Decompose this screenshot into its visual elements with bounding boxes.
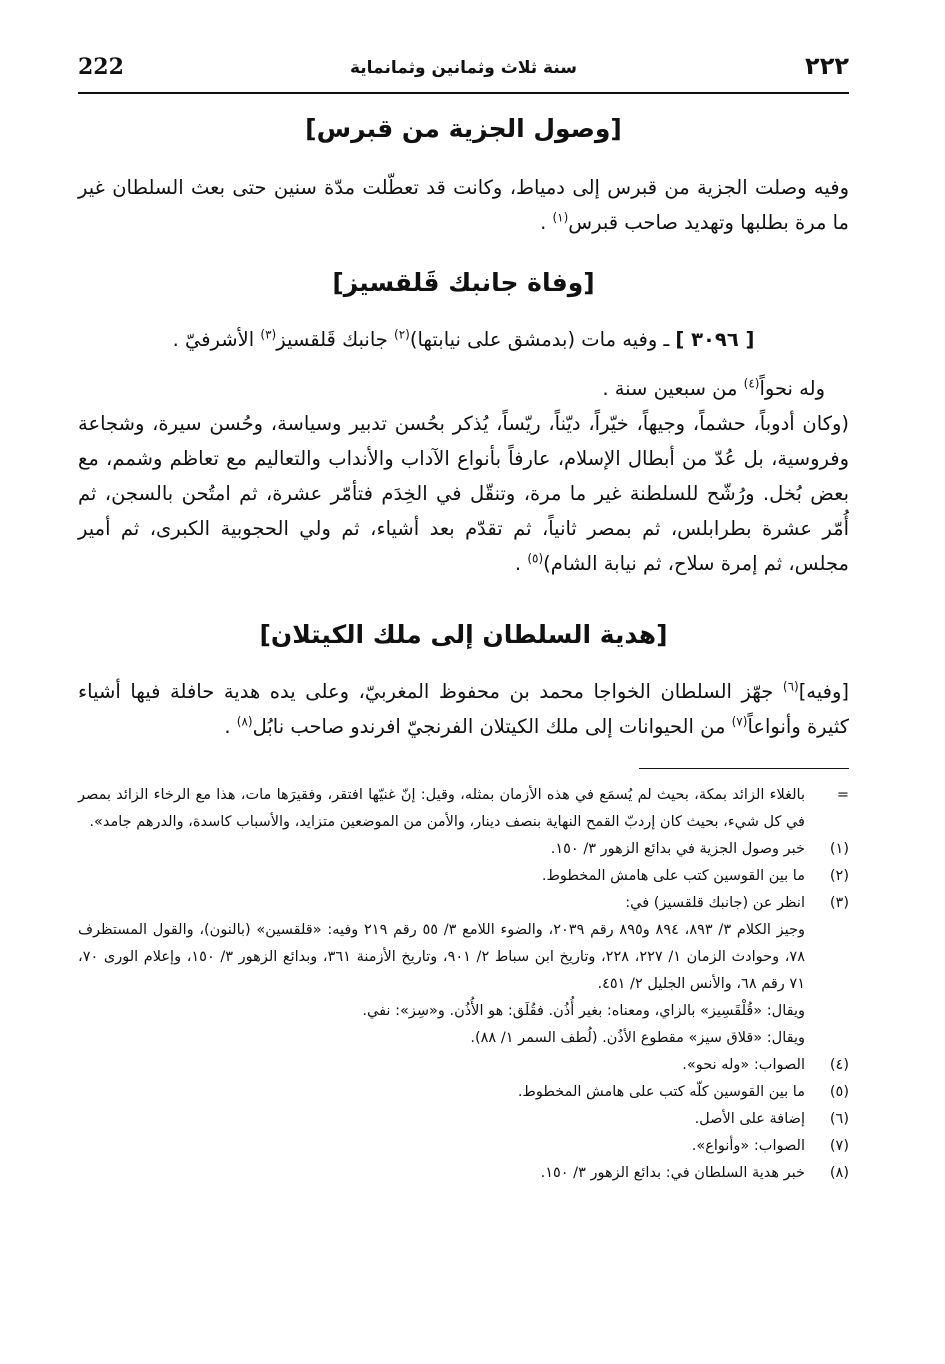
footnote-item: = بالغلاء الزائد بمكة، بحيث لم يُسمَع في هذه الأزمان بمثله، وقيل: إنّ غنيّها افتقر، وفقيرَها مات، هذا مع الرخاء الزائد بمصر في كل شيء، بحيث كان إردبّ القمح النهاية بنصف دينار، والأمن من الموضعين متزايد، والأسباب كاسدة، والدرهم جامد». <box>78 787 849 830</box>
biography-paragraph: (وكان أدوباً، حشماً، وجيهاً، خيّراً، ديّناً، ريّساً، يُذكر بحُسن تدبير وسياسة، وحُسن سيرة، وشجاعة وفروسية، بل عُدّ من أبطال الإسلام، عارفاً بأنواع الآداب والأنداب والتعاليم مع تعاظم وشمم، مع بعض بُخل. ورُشّح للسلطنة غير ما مرة، وتنقّل في الخِدَم فتأمّر عشرة، ثم امتُحن بالسجن، ثم أُمّر عشرة بطرابلس، ثم بمصر ثانياً، ثم تقدّم بعد أشياء، ثم ولي الحجوبية الكبرى، ثم أمير مجلس، ثم إمرة سلاح، ثم نيابة الشام)$^{(٥)}$ . <box>78 412 849 575</box>
footnote-ref[interactable]: (٧) <box>731 714 748 729</box>
footnote-ref[interactable]: (٤) <box>743 376 760 391</box>
footnote-item: (٤) الصواب: «وله نحو». <box>682 1057 849 1073</box>
section-body-jizya <box>78 170 849 240</box>
footnote-item: (٨) خبر هدية السلطان في: بدائع الزهور ٣/ ١٥٠. <box>540 1165 849 1181</box>
footnote-ref[interactable]: (٦) <box>782 679 799 694</box>
footnote-item: وجيز الكلام ٣/ ٨٩٣، ٨٩٤ و٨٩٥ رقم ٢٠٣٩، والضوء اللامع ٣/ ٥٥ رقم ٢١٩ وفيه: «قلقسين» (بالنون)، والقول المستظرف ٧٨، وحوادث الزمان ١/ ٢٢٧، ٢٢٨، وتاريخ ابن سباط ٢/ ٩٠١، وتاريخ الأزمنة ٣٦١، وبدائع الزهور ٣/ ١٥٠، وإعلام الورى ٧٠، ٧١ رقم ٦٨، والأنس الجليل ٢/ ٤٥١. <box>78 922 805 992</box>
footnote-item: (٥) ما بين القوسين كلّه كتب على هامش المخطوط. <box>517 1084 849 1100</box>
running-title: سنة ثلاث وثمانين وثمانماية <box>349 58 578 78</box>
footnote-item: (٦) إضافة على الأصل. <box>694 1111 849 1127</box>
footnote-ref[interactable]: (٥) <box>527 551 544 566</box>
section-heading-death: [وفاة جانبك قَلقسيز] <box>332 268 595 297</box>
entry-number: [ ٣٠٩٦ ] <box>675 328 755 351</box>
paragraph: وفيه وصلت الجزية من قبرس إلى دمياط، وكانت قد تعطّلت مدّة سنين حتى بعث السلطان غير ما مرة بطلبها وتهديد صاحب قبرس$^{(١)}$ . <box>78 176 849 234</box>
page-number-arabic: ٢٢٢ <box>805 52 849 80</box>
footnote-ref[interactable]: (١) <box>552 210 569 225</box>
footnote-item: (٧) الصواب: «وأنواع». <box>691 1138 849 1154</box>
section-heading-gift: [هدية السلطان إلى ملك الكيتلان] <box>259 620 668 649</box>
section-heading-jizya: [وصول الجزية من قبرس] <box>305 114 622 143</box>
footnote-item: ويقال: «قلاق سيز» مقطوع الأذُن. (لُطف السمر ١/ ٨٨). <box>470 1030 805 1046</box>
footnote-item: (١) خبر وصول الجزية في بدائع الزهور ٣/ ١٥٠. <box>550 841 849 857</box>
footnote-separator <box>639 768 849 769</box>
footnote-item: ويقال: «قُلْقَسِيز» بالزاي، ومعناه: بغير أُذُن. فقُلَق: هو الأُذُن. و«سِز»: نفي. <box>362 1003 805 1019</box>
footnote-ref[interactable]: (٢) <box>394 327 410 342</box>
footnote-ref[interactable]: (٨) <box>236 714 253 729</box>
paragraph: [وفيه]$^{(٦)}$ جهّز السلطان الخواجا محمد بن محفوظ المغربيّ، وعلى يده هدية حافلة فيها أشياء كثيرة وأنواعاً$^{(٧)}$ من الحيوانات إلى ملك الكيتلان الفرنجيّ افرندو صاحب نابُل$^{(٨)}$ . <box>78 679 849 738</box>
section-body-death <box>78 322 849 581</box>
page-header <box>78 52 849 94</box>
footnotes <box>78 782 849 1187</box>
footnote-ref[interactable]: (٣) <box>260 327 277 342</box>
footnote-item: (٣) انظر عن (جانبك قلقسيز) في: <box>625 895 849 911</box>
entry-line: [ ٣٠٩٦ ] ـ وفيه مات (بدمشق على نيابتها)$^{(٢)}$ جانبك قَلقسيز$^{(٣)}$ الأشرفيّ . <box>172 327 755 351</box>
section-body-gift <box>78 674 849 744</box>
age-line: وله نحواً$^{(٤)}$ من سبعين سنة . <box>602 376 825 400</box>
footnote-item: (٢) ما بين القوسين كتب على هامش المخطوط. <box>541 868 849 884</box>
page-number-latin: 222 <box>78 54 124 80</box>
